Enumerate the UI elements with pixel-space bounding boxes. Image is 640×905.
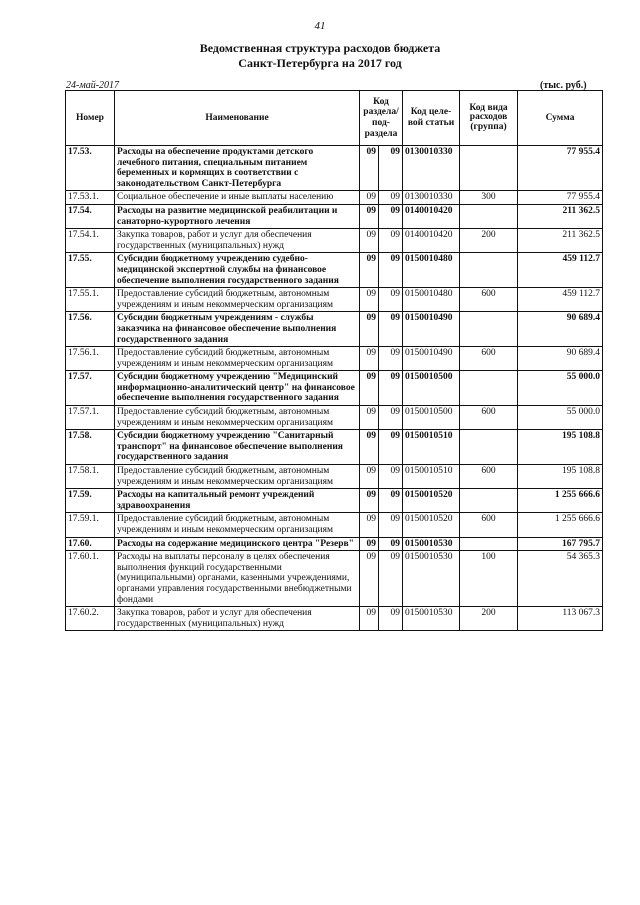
row-name: Субсидии бюджетным учреждениям - службы заказчика на финансовое обеспечение выполнения государственного задания [115, 312, 360, 347]
row-subsection-code: 09 [379, 513, 403, 537]
row-name: Предоставление субсидий бюджетным, автономным учреждениям и иным некоммерческим организациям [115, 513, 360, 537]
units-label: (тыс. руб.) [540, 80, 587, 91]
row-target-code: 0140010420 [403, 229, 460, 253]
column-header-expense-type: Код вида расходов (группа) [460, 91, 518, 146]
row-amount: 113 067.3 [518, 607, 603, 631]
page-number: 41 [314, 20, 326, 32]
row-name: Предоставление субсидий бюджетным, автономным учреждениям и иным некоммерческим организациям [115, 288, 360, 312]
row-number: 17.55. [66, 253, 115, 288]
row-amount: 90 689.4 [518, 312, 603, 347]
row-subsection-code: 09 [379, 430, 403, 465]
row-subsection-code: 09 [379, 312, 403, 347]
row-amount: 195 108.8 [518, 430, 603, 465]
row-amount: 1 255 666.6 [518, 513, 603, 537]
row-target-code: 0150010510 [403, 430, 460, 465]
row-section-code: 09 [360, 253, 379, 288]
document-title [0, 41, 640, 71]
row-name: Социальное обеспечение и иные выплаты населению [115, 191, 360, 205]
row-section-code: 09 [360, 191, 379, 205]
column-header-name: Наименование [115, 91, 360, 146]
table-row [66, 191, 603, 205]
row-section-code: 09 [360, 288, 379, 312]
row-expense-type [460, 537, 518, 551]
row-amount: 77 955.4 [518, 146, 603, 191]
table-row [66, 204, 603, 228]
row-section-code: 09 [360, 406, 379, 430]
row-subsection-code: 09 [379, 253, 403, 288]
column-header-number: Номер [66, 91, 115, 146]
row-expense-type [460, 204, 518, 228]
row-subsection-code: 09 [379, 229, 403, 253]
row-amount: 167 795.7 [518, 537, 603, 551]
row-name: Расходы на капитальный ремонт учреждений здравоохранения [115, 489, 360, 513]
row-target-code: 0150010490 [403, 347, 460, 371]
row-expense-type: 600 [460, 288, 518, 312]
row-number: 17.56.1. [66, 347, 115, 371]
row-number: 17.60.2. [66, 607, 115, 631]
row-subsection-code: 09 [379, 607, 403, 631]
row-amount: 459 112.7 [518, 288, 603, 312]
row-target-code: 0150010490 [403, 312, 460, 347]
row-number: 17.56. [66, 312, 115, 347]
row-subsection-code: 09 [379, 537, 403, 551]
row-amount: 90 689.4 [518, 347, 603, 371]
row-expense-type [460, 430, 518, 465]
row-target-code: 0150010520 [403, 489, 460, 513]
row-amount: 77 955.4 [518, 191, 603, 205]
row-section-code: 09 [360, 229, 379, 253]
row-amount: 54 365.3 [518, 551, 603, 607]
row-name: Расходы на развитие медицинской реабилитации и санаторно-курортного лечения [115, 204, 360, 228]
row-target-code: 0150010510 [403, 465, 460, 489]
row-amount: 55 000.0 [518, 406, 603, 430]
table-row [66, 489, 603, 513]
table-row [66, 537, 603, 551]
table-header-row [66, 91, 603, 146]
row-name: Предоставление субсидий бюджетным, автономным учреждениям и иным некоммерческим организациям [115, 347, 360, 371]
row-subsection-code: 09 [379, 489, 403, 513]
table-row [66, 229, 603, 253]
row-name: Расходы на выплаты персоналу в целях обеспечения выполнения функций государственными (муниципальными) органами, казенными учреждениями, органами управления государственными внебюджетными фондами [115, 551, 360, 607]
row-expense-type: 600 [460, 406, 518, 430]
row-subsection-code: 09 [379, 204, 403, 228]
row-number: 17.54. [66, 204, 115, 228]
title-line-1: Ведомственная структура расходов бюджета [199, 41, 441, 55]
row-name: Предоставление субсидий бюджетным, автономным учреждениям и иным некоммерческим организациям [115, 406, 360, 430]
row-number: 17.53.1. [66, 191, 115, 205]
row-section-code: 09 [360, 489, 379, 513]
row-expense-type: 200 [460, 607, 518, 631]
row-number: 17.57. [66, 371, 115, 406]
row-target-code: 0130010330 [403, 146, 460, 191]
table-body [66, 146, 603, 631]
row-amount: 211 362.5 [518, 204, 603, 228]
table-row [66, 371, 603, 406]
document-date: 24-май-2017 [66, 80, 120, 91]
row-target-code: 0150010530 [403, 607, 460, 631]
row-expense-type: 200 [460, 229, 518, 253]
row-amount: 459 112.7 [518, 253, 603, 288]
row-number: 17.60.1. [66, 551, 115, 607]
row-target-code: 0130010330 [403, 191, 460, 205]
row-section-code: 09 [360, 430, 379, 465]
row-expense-type [460, 146, 518, 191]
row-expense-type [460, 253, 518, 288]
row-expense-type [460, 312, 518, 347]
table-row [66, 607, 603, 631]
column-header-target: Код целе- вой статьи [403, 91, 460, 146]
table-row [66, 288, 603, 312]
row-subsection-code: 09 [379, 406, 403, 430]
row-target-code: 0140010420 [403, 204, 460, 228]
row-name: Расходы на обеспечение продуктами детского лечебного питания, специальным питанием беременных и кормящих в соответствии с законодательством Санкт-Петербурга [115, 146, 360, 191]
row-target-code: 0150010520 [403, 513, 460, 537]
row-subsection-code: 09 [379, 371, 403, 406]
row-subsection-code: 09 [379, 551, 403, 607]
title-line-2: Санкт-Петербурга на 2017 год [238, 56, 402, 70]
row-subsection-code: 09 [379, 465, 403, 489]
row-name: Субсидии бюджетному учреждению "Медицинский информационно-аналитический центр" на финансовое обеспечение выполнения государственного задания [115, 371, 360, 406]
row-number: 17.54.1. [66, 229, 115, 253]
table-row [66, 430, 603, 465]
row-amount: 55 000.0 [518, 371, 603, 406]
row-section-code: 09 [360, 551, 379, 607]
row-name: Предоставление субсидий бюджетным, автономным учреждениям и иным некоммерческим организациям [115, 465, 360, 489]
row-name: Закупка товаров, работ и услуг для обеспечения государственных (муниципальных) нужд [115, 229, 360, 253]
row-section-code: 09 [360, 465, 379, 489]
row-number: 17.60. [66, 537, 115, 551]
row-expense-type: 600 [460, 465, 518, 489]
row-target-code: 0150010500 [403, 371, 460, 406]
row-amount: 1 255 666.6 [518, 489, 603, 513]
row-target-code: 0150010480 [403, 253, 460, 288]
row-expense-type: 100 [460, 551, 518, 607]
row-amount: 211 362.5 [518, 229, 603, 253]
row-amount: 195 108.8 [518, 465, 603, 489]
row-subsection-code: 09 [379, 191, 403, 205]
table-row [66, 406, 603, 430]
row-expense-type [460, 371, 518, 406]
row-subsection-code: 09 [379, 146, 403, 191]
row-section-code: 09 [360, 204, 379, 228]
row-name: Закупка товаров, работ и услуг для обеспечения государственных (муниципальных) нужд [115, 607, 360, 631]
row-expense-type: 600 [460, 347, 518, 371]
row-number: 17.59. [66, 489, 115, 513]
row-subsection-code: 09 [379, 288, 403, 312]
row-section-code: 09 [360, 537, 379, 551]
row-subsection-code: 09 [379, 347, 403, 371]
table-row [66, 465, 603, 489]
row-target-code: 0150010530 [403, 537, 460, 551]
row-target-code: 0150010480 [403, 288, 460, 312]
table-row [66, 347, 603, 371]
row-number: 17.58. [66, 430, 115, 465]
table-row [66, 146, 603, 191]
row-number: 17.57.1. [66, 406, 115, 430]
table-row [66, 551, 603, 607]
row-expense-type: 300 [460, 191, 518, 205]
row-number: 17.58.1. [66, 465, 115, 489]
row-section-code: 09 [360, 607, 379, 631]
table-row [66, 312, 603, 347]
row-section-code: 09 [360, 347, 379, 371]
column-header-section: Код раздела/ под- раздела [360, 91, 403, 146]
row-expense-type: 600 [460, 513, 518, 537]
column-header-amount: Сумма [518, 91, 603, 146]
budget-table [65, 90, 603, 631]
row-section-code: 09 [360, 146, 379, 191]
row-name: Субсидии бюджетному учреждению судебно-медицинской экспертной службы на финансовое обеспечение выполнения государственного задания [115, 253, 360, 288]
row-name: Субсидии бюджетному учреждению "Санитарный транспорт" на финансовое обеспечение выполнения государственного задания [115, 430, 360, 465]
row-section-code: 09 [360, 312, 379, 347]
row-number: 17.59.1. [66, 513, 115, 537]
table-row [66, 513, 603, 537]
table-row [66, 253, 603, 288]
row-number: 17.55.1. [66, 288, 115, 312]
row-name: Расходы на содержание медицинского центра "Резерв" [115, 537, 360, 551]
row-section-code: 09 [360, 513, 379, 537]
row-number: 17.53. [66, 146, 115, 191]
row-target-code: 0150010530 [403, 551, 460, 607]
row-expense-type [460, 489, 518, 513]
row-section-code: 09 [360, 371, 379, 406]
row-target-code: 0150010500 [403, 406, 460, 430]
